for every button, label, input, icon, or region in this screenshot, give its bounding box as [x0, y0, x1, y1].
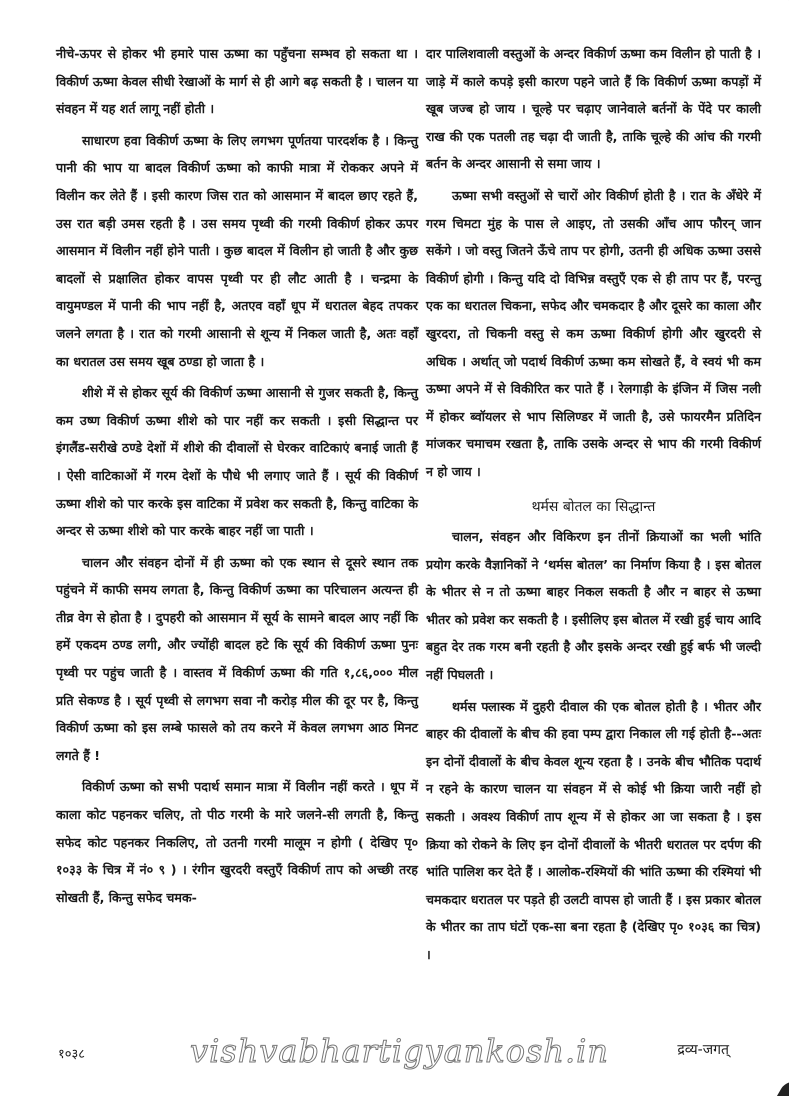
watermark: vishvabhartigyankosh.in	[190, 1032, 610, 1070]
paragraph: साधारण हवा विकीर्ण ऊष्मा के लिए लगभग पूर्णतया पारदर्शक है । किन्तु पानी की भाप या बादल विकीर्ण ऊष्मा को काफी मात्रा में रोककर अपने में विलीन कर लेते हैं । इसी कारण जिस रात को आसमान में बादल छाए रहते हैं, उस रात बड़ी उमस रहती है । उस समय पृथ्वी की गरमी विकीर्ण होकर ऊपर आसमान में विलीन नहीं होने पाती । कुछ बादल में विलीन हो जाती है और कुछ बादलों से प्रक्षालित होकर वापस पृथ्वी पर ही लौट आती है । चन्द्रमा के वायुमण्डल में पानी की भाप नहीं है, अतएव वहाँ धूप में धरातल बेहद तपकर जलने लगता है । रात को गरमी आसानी से शून्य में निकल जाती है, अतः वहाँ का धरातल उस समय खूब ठण्डा हो जाता है ।	[56, 132, 418, 369]
paragraph: ऊष्मा सभी वस्तुओं से चारों ओर विकीर्ण होती है । रात के अँधेरे में गरम चिमटा मुंह के पास ले आइए, तो उसकी आँच आप फौरन् जान सकेंगे । जो वस्तु जितने ऊँचे ताप पर होगी, उतनी ही अधिक ऊष्मा उससे विकीर्ण होगी । किन्तु यदि दो विभिन्न वस्तुएँ एक से ही ताप पर हैं, परन्तु एक का धरातल चिकना, सफेद और चमकदार है और दूसरे का काला और खुरदरा, तो चिकनी वस्तु से कम ऊष्मा विकीर्ण होगी और खुरदरी से अधिक । अर्थात् जो पदार्थ विकीर्ण ऊष्मा कम सोखते हैं, वे स्वयं भी कम ऊष्मा अपने में से विकीरित कर पाते हैं । रेलगाड़ी के इंजिन में जिस नली में होकर ब्वॉयलर से भाप सिलिण्डर में जाती है, उसे फायरमैन प्रतिदिन मांजकर चमाचम रखता है, ताकि उसके अन्दर से भाप की गरमी विकीर्ण न हो जाय ।	[426, 187, 761, 479]
paragraph: शीशे में से होकर सूर्य की विकीर्ण ऊष्मा आसानी से गुजर सकती है, किन्तु कम उष्ण विकीर्ण ऊष्मा शीशे को पार नहीं कर सकती । इसी सिद्धान्त पर इंगलैंड-सरीखे ठण्डे देशों में शीशे की दीवालों से घेरकर वाटिकाएं बनाई जाती हैं । ऐसी वाटिकाओं में गरम देशों के पौधे भी लगाए जाते हैं । सूर्य की विकीर्ण ऊष्मा शीशे को पार करके इस वाटिका में प्रवेश कर सकती है, किन्तु वाटिका के अन्दर से ऊष्मा शीशे को पार करके बाहर नहीं जा पाती ।	[56, 385, 418, 539]
page-footer	[0, 1032, 789, 1072]
left-column	[56, 40, 418, 915]
section-heading: थर्मस बोतल का सिद्धान्त	[531, 498, 656, 515]
paragraph: विकीर्ण ऊष्मा को सभी पदार्थ समान मात्रा में विलीन नहीं करते । धूप में काला कोट पहनकर चलिए, तो पीठ गरमी के मारे जलने-सी लगती है, किन्तु सफेद कोट पहनकर निकलिए, तो उतनी गरमी मालूम न होगी ( देखिए पृ० १०३३ के चित्र में नं० ९ ) । रंगीन खुरदरी वस्तुएँ विकीर्ण ताप को अच्छी तरह सोखती हैं, किन्तु सफेद चमक-	[56, 779, 418, 905]
right-column	[426, 40, 761, 973]
paragraph: चालन, संवहन और विकिरण इन तीनों क्रियाओं का भली भांति प्रयोग करके वैज्ञानिकों ने ‘थर्मस बोतल’ का निर्माण किया है । इस बोतल के भीतर से न तो ऊष्मा बाहर निकल सकती है और न बाहर से ऊष्मा भीतर को प्रवेश कर सकती है । इसीलिए इस बोतल में रखी हुई चाय आदि बहुत देर तक गरम बनी रहती है और इसके अन्दर रखी हुई बर्फ भी जल्दी नहीं पिघलती ।	[426, 529, 761, 683]
paragraph: दार पालिशवाली वस्तुओं के अन्दर विकीर्ण ऊष्मा कम विलीन हो पाती है । जाड़े में काले कपड़े इसी कारण पहने जाते हैं कि विकीर्ण ऊष्मा कपड़ों में खूब जज्ब हो जाय । चूल्हे पर चढ़ाए जानेवाले बर्तनों के पेंदे पर काली राख की एक पतली तह चढ़ा दी जाती है, ताकि चूल्हे की आंच की गरमी बर्तन के अन्दर आसानी से समा जाय ।	[426, 46, 761, 172]
scan-corner-mark	[763, 0, 789, 24]
running-title: द्रव्य-जगत्	[677, 1042, 729, 1058]
paragraph: थर्मस फ्लास्क में दुहरी दीवाल की एक बोतल होती है । भीतर और बाहर की दीवालों के बीच की हवा पम्प द्वारा निकाल ली गई होती है--अतः इन दोनों दीवालों के बीच केवल शून्य रहता है । उनके बीच भौतिक पदार्थ न रहने के कारण चालन या संवहन में से कोई भी क्रिया जारी नहीं हो सकती । अवश्य विकीर्ण ताप शून्य में से होकर आ जा सकता है । इस क्रिया को रोकने के लिए इन दोनों दीवालों के भीतरी धरातल पर दर्पण की भांति पालिश कर देते हैं । आलोक-रश्मियों की भांति ऊष्मा की रश्मियां भी चमकदार धरातल पर पड़ते ही उलटी वापस हो जाती हैं । इस प्रकार बोतल के भीतर का ताप घंटों एक-सा बना रहता है (देखिए पृ० १०३६ का चित्र) ।	[426, 698, 761, 962]
paragraph: नीचे-ऊपर से होकर भी हमारे पास ऊष्मा का पहुँचना सम्भव हो सकता था । विकीर्ण ऊष्मा केवल सीधी रेखाओं के मार्ग से ही आगे बढ़ सकती है । चालन या संवहन में यह शर्त लागू नहीं होती ।	[56, 46, 418, 117]
page-number: १०३८	[58, 1047, 86, 1062]
scan-corner-mark	[777, 1082, 789, 1096]
paragraph: चालन और संवहन दोनों में ही ऊष्मा को एक स्थान से दूसरे स्थान तक पहुंचने में काफी समय लगता है, किन्तु विकीर्ण ऊष्मा का परिचालन अत्यन्त ही तीव्र वेग से होता है । दुपहरी को आसमान में सूर्य के सामने बादल आए नहीं कि हमें एकदम ठण्ड लगी, और ज्योंही बादल हटे कि सूर्य की विकीर्ण ऊष्मा पुनः पृथ्वी पर पहुंच जाती है । वास्तव में विकीर्ण ऊष्मा की गति १,८६,००० मील प्रति सेकण्ड है । सूर्य पृथ्वी से लगभग सवा नौ करोड़ मील की दूर पर है, किन्तु विकीर्ण ऊष्मा को इस लम्बे फासले को तय करने में केवल लगभग आठ मिनट लगते हैं !	[56, 554, 418, 763]
